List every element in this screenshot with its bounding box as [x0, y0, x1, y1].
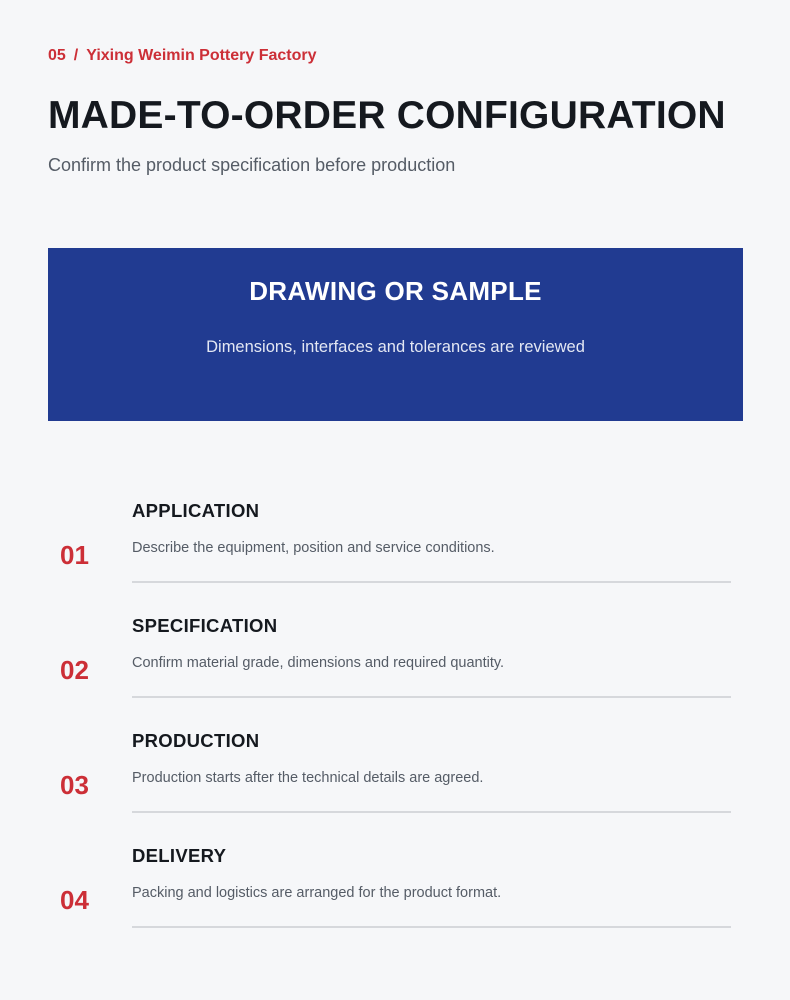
banner-title: DRAWING OR SAMPLE — [249, 276, 542, 306]
step-number: 03 — [60, 770, 89, 800]
step-divider — [132, 696, 731, 698]
step-title: APPLICATION — [132, 500, 260, 521]
step-number: 04 — [60, 885, 89, 915]
step-application — [0, 500, 790, 615]
section-eyebrow — [48, 47, 317, 65]
page-title: MADE-TO-ORDER CONFIGURATION — [48, 94, 726, 137]
step-divider — [132, 926, 731, 928]
step-description: Packing and logistics are arranged for the product format. — [132, 885, 502, 901]
step-divider — [132, 581, 731, 583]
step-specification — [0, 615, 790, 730]
step-number: 02 — [60, 655, 89, 685]
step-title: PRODUCTION — [132, 730, 260, 751]
step-title: SPECIFICATION — [132, 615, 278, 636]
step-description: Confirm material grade, dimensions and required quantity. — [132, 655, 505, 671]
step-production — [0, 730, 790, 845]
banner-description: Dimensions, interfaces and tolerances are reviewed — [206, 338, 585, 356]
step-title: DELIVERY — [132, 845, 227, 866]
highlight-banner — [48, 248, 743, 421]
company-name: Yixing Weimin Pottery Factory — [86, 47, 317, 64]
page-subtitle: Confirm the product specification before production — [48, 155, 456, 175]
section-number: 05 — [48, 47, 66, 64]
step-delivery — [0, 845, 790, 960]
step-divider — [132, 811, 731, 813]
step-description: Production starts after the technical details are agreed. — [132, 770, 484, 786]
step-description: Describe the equipment, position and service conditions. — [132, 540, 495, 556]
eyebrow-separator: / — [73, 47, 79, 64]
step-number: 01 — [60, 540, 89, 570]
